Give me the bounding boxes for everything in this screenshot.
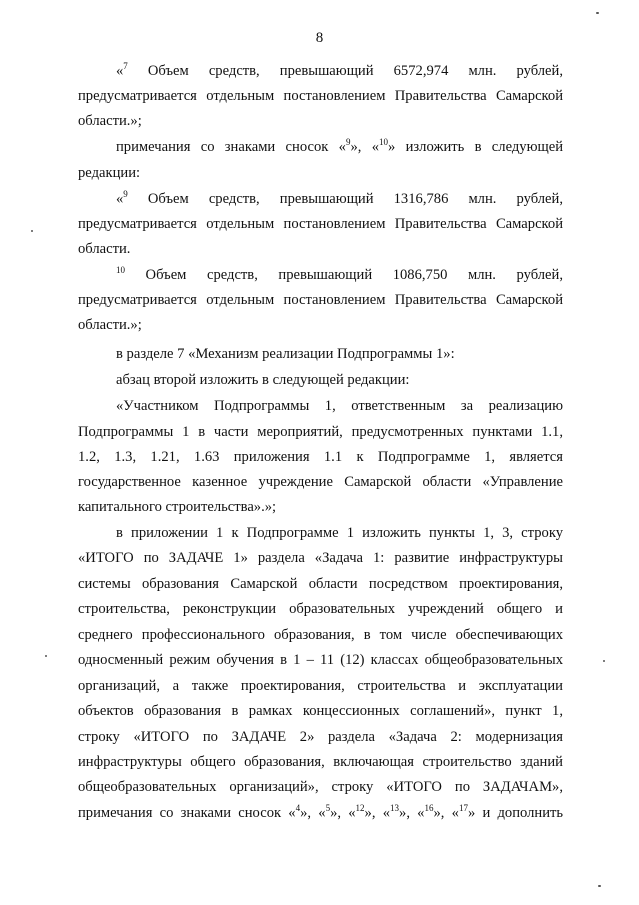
- text-line: [78, 626, 563, 644]
- text-line: [116, 345, 563, 363]
- text-line: [78, 316, 563, 334]
- text-run: «Участником Подпрограммы 1, ответственным за реализацию: [116, 398, 563, 414]
- footnote-mark: 9: [123, 189, 128, 199]
- text-line: [116, 138, 563, 156]
- text-line: [116, 397, 563, 415]
- text-line: [78, 498, 563, 516]
- text-run: » и дополнить: [467, 805, 564, 821]
- footnote-mark: 9: [345, 137, 351, 147]
- footnote-mark: 13: [390, 803, 400, 813]
- page-number: 8: [315, 30, 324, 46]
- text-line: [78, 728, 563, 746]
- text-run: области.: [78, 241, 131, 257]
- text-line: [78, 291, 563, 309]
- scan-speck: [603, 660, 605, 662]
- text-run: », «: [330, 805, 356, 821]
- text-line: [78, 651, 563, 669]
- text-line: [78, 448, 563, 466]
- footnote-mark: 16: [424, 803, 434, 813]
- text-run: области.»;: [78, 317, 142, 333]
- text-run: объектов образования в рамках концессионных соглашений», пункт 1,: [78, 703, 563, 719]
- text-line: [116, 371, 563, 389]
- text-line: [78, 804, 563, 822]
- footnote-mark: 5: [325, 803, 331, 813]
- scan-speck: [598, 885, 601, 887]
- text-run: инфраструктуры общего образования, включающая строительство зданий: [78, 754, 563, 770]
- footnote-mark: 4: [295, 803, 301, 813]
- text-line: [78, 473, 563, 491]
- text-line: [78, 778, 563, 796]
- text-run: », «: [350, 139, 379, 155]
- text-run: », «: [300, 805, 326, 821]
- text-line: [116, 524, 563, 542]
- text-run: » изложить в следующей: [388, 139, 564, 155]
- text-line: [116, 190, 563, 208]
- text-run: односменный режим обучения в 1 – 11 (12) классах общеобразовательных: [78, 652, 563, 668]
- text-line: [78, 753, 563, 771]
- text-line: [78, 215, 563, 233]
- text-line: [78, 677, 563, 695]
- text-run: строку «ИТОГО по ЗАДАЧЕ 2» раздела «Задача 2: модернизация: [78, 729, 563, 745]
- text-run: примечания со знаками сносок «: [116, 139, 346, 155]
- footnote-mark: 12: [355, 803, 365, 813]
- text-run: предусматривается отдельным постановлением Правительства Самарской: [78, 292, 563, 308]
- text-line: [78, 240, 563, 258]
- text-run: примечания со знаками сносок «: [78, 805, 296, 821]
- text-run: Подпрограммы 1 в части мероприятий, предусмотренных пунктами 1.1,: [78, 424, 563, 440]
- text-run: капитального строительства».»;: [78, 499, 277, 515]
- text-run: предусматривается отдельным постановлением Правительства Самарской: [78, 216, 563, 232]
- text-run: общеобразовательных организаций», строку «ИТОГО по ЗАДАЧАМ»,: [78, 779, 563, 795]
- text-run: 1.2, 1.3, 1.21, 1.63 приложения 1.1 к Подпрограмме 1, является: [78, 449, 563, 465]
- scan-speck: [596, 12, 599, 14]
- text-run: «: [116, 63, 124, 79]
- text-run: редакции:: [78, 165, 141, 181]
- text-run: Объем средств, превышающий 1086,750 млн. рублей,: [125, 267, 563, 283]
- footnote-mark: 10: [116, 265, 125, 275]
- text-line: [78, 702, 563, 720]
- text-run: », «: [399, 805, 425, 821]
- footnote-mark: 10: [379, 137, 388, 147]
- text-run: области.»;: [78, 113, 142, 129]
- text-run: среднего профессионального образования, в том числе обеспечивающих: [78, 627, 563, 643]
- text-run: строительства, реконструкции образовательных учреждений общего и: [78, 601, 563, 617]
- text-line: [116, 62, 563, 80]
- text-run: «ИТОГО по ЗАДАЧЕ 1» раздела «Задача 1: развитие инфраструктуры: [78, 550, 563, 566]
- text-line: [78, 112, 563, 130]
- text-run: Объем средств, превышающий 1316,786 млн. рублей,: [127, 191, 563, 207]
- text-run: в приложении 1 к Подпрограмме 1 изложить пункты 1, 3, строку: [116, 525, 563, 541]
- text-run: в разделе 7 «Механизм реализации Подпрограммы 1»:: [116, 346, 455, 362]
- text-line: [116, 266, 563, 284]
- text-line: [78, 549, 563, 567]
- text-line: [78, 423, 563, 441]
- text-run: системы образования Самарской области посредством проектирования,: [78, 576, 563, 592]
- text-run: », «: [433, 805, 459, 821]
- footnote-mark: 7: [123, 61, 128, 71]
- text-line: [78, 575, 563, 593]
- text-run: «: [116, 191, 124, 207]
- text-run: », «: [364, 805, 391, 821]
- text-line: [78, 600, 563, 618]
- text-run: Объем средств, превышающий 6572,974 млн. рублей,: [127, 63, 563, 79]
- text-line: [78, 164, 563, 182]
- footnote-mark: 17: [458, 803, 468, 813]
- scan-speck: [31, 230, 33, 232]
- text-line: [78, 87, 563, 105]
- text-run: абзац второй изложить в следующей редакции:: [116, 372, 410, 388]
- text-run: организаций, а также проектирования, строительства и эксплуатации: [78, 678, 563, 694]
- scan-speck: [45, 655, 47, 657]
- text-run: государственное казенное учреждение Самарской области «Управление: [78, 474, 563, 490]
- text-run: предусматривается отдельным постановлением Правительства Самарской: [78, 88, 563, 104]
